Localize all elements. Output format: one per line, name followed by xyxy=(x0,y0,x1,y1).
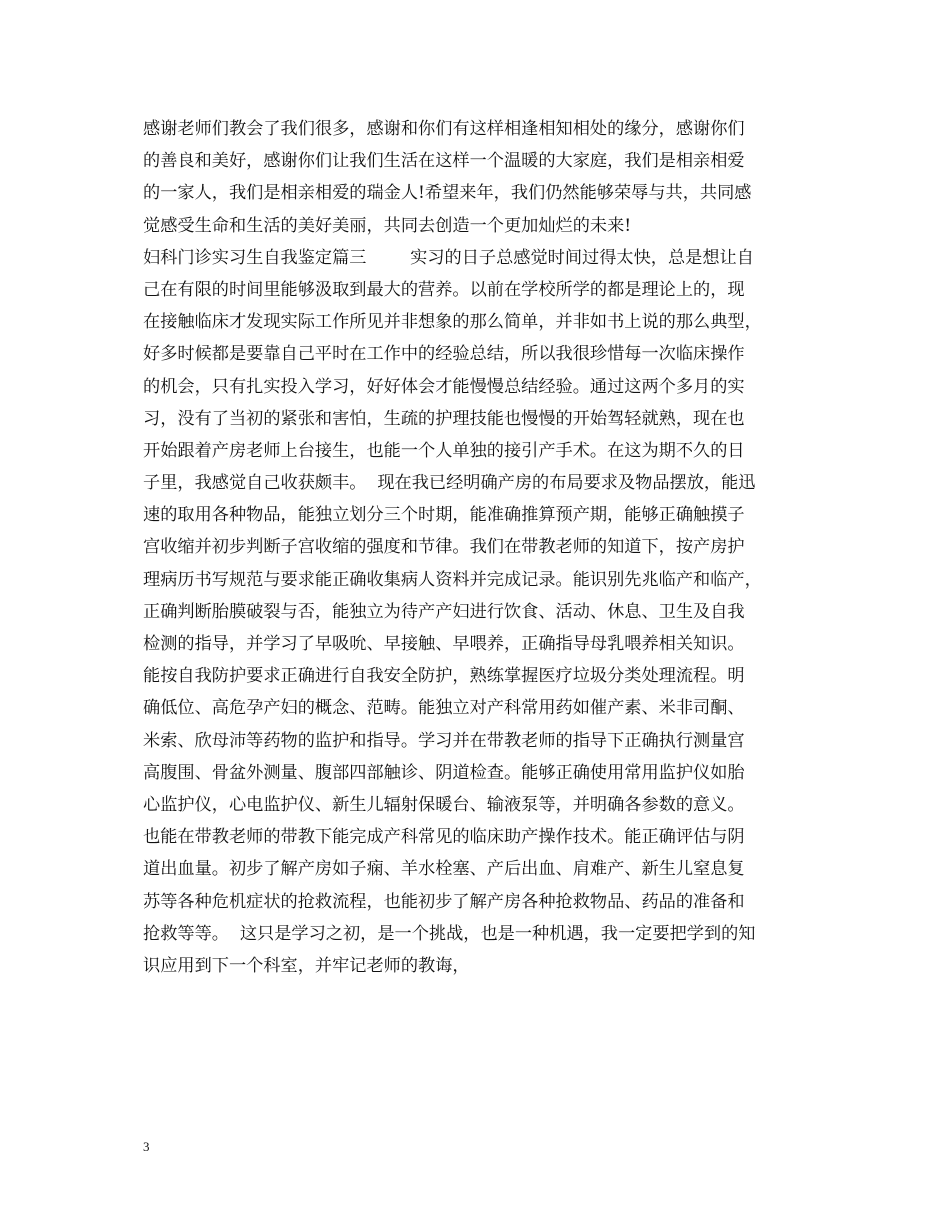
text-line: 感谢老师们教会了我们很多，感谢和你们有这样相逢相知相处的缘分，感谢你们 xyxy=(143,119,745,139)
text-line: 的一家人，我们是相亲相爱的瑞金人!希望来年，我们仍然能够荣辱与共，共同感 xyxy=(143,183,752,204)
text-line: 高腹围、骨盆外测量、腹部四部触诊、阴道检查。能够正确使用常用监护仪如胎 xyxy=(143,762,745,783)
text-line: 苏等各种危机症状的抢救流程，也能初步了解产房各种抢救物品、药品的准备和 xyxy=(143,891,745,912)
text-line: 识应用到下一个科室，并牢记老师的教诲， xyxy=(143,955,470,976)
text-line: 也能在带教老师的带教下能完成产科常见的临床助产操作技术。能正确评估与阴 xyxy=(143,827,745,848)
text-line: 宫收缩并初步判断子宫收缩的强度和节律。我们在带教老师的知道下，按产房护 xyxy=(143,537,745,558)
text-line: 抢救等等。 这只是学习之初，是一个挑战，也是一种机遇，我一定要把学到的知 xyxy=(143,923,756,944)
text-line: 能按自我防护要求正确进行自我安全防护，熟练掌握医疗垃圾分类处理流程。明 xyxy=(143,666,745,687)
text-line: 心监护仪，心电监护仪、新生儿辐射保暖台、输液泵等，并明确各参数的意义。 xyxy=(143,794,745,815)
text-line: 正确判断胎膜破裂与否，能独立为待产产妇进行饮食、活动、休息、卫生及自我 xyxy=(143,601,745,622)
text-line: 速的取用各种物品，能独立划分三个时期，能准确推算预产期，能够正确触摸子 xyxy=(143,505,745,526)
text-line: 好多时候都是要靠自己平时在工作中的经验总结，所以我很珍惜每一次临床操作 xyxy=(143,344,745,365)
text-line: 检测的指导，并学习了早吸吮、早接触、早喂养，正确指导母乳喂养相关知识。 xyxy=(143,634,745,654)
text-line: 理病历书写规范与要求能正确收集病人资料并完成记录。能识别先兆临产和临产， xyxy=(143,569,762,590)
text-line: 道出血量。初步了解产房如子痫、羊水栓塞、产后出血、肩难产、新生儿窒息复 xyxy=(143,859,745,880)
section-heading-line: 妇科门诊实习生自我鉴定篇三 实习的日子总感觉时间过得太快，总是想让自 xyxy=(143,247,754,268)
text-line: 的善良和美好，感谢你们让我们生活在这样一个温暖的大家庭，我们是相亲相爱 xyxy=(143,151,745,172)
text-line: 习，没有了当初的紧张和害怕，生疏的护理技能也慢慢的开始驾轻就熟，现在也 xyxy=(143,408,745,429)
text-line: 确低位、高危孕产妇的概念、范畴。能独立对产科常用药如催产素、米非司酮、 xyxy=(143,698,745,719)
text-line: 米索、欣母沛等药物的监护和指导。学习并在带教老师的指导下正确执行测量宫 xyxy=(143,730,745,751)
text-line: 在接触临床才发现实际工作所见并非想象的那么简单，并非如书上说的那么典型， xyxy=(143,312,762,333)
text-line: 觉感受生命和生活的美好美丽，共同去创造一个更加灿烂的未来! xyxy=(143,215,632,236)
text-line: 己在有限的时间里能够汲取到最大的营养。以前在学校所学的都是理论上的，现 xyxy=(143,279,745,300)
text-line: 的机会，只有扎实投入学习，好好体会才能慢慢总结经验。通过这两个多月的实 xyxy=(143,376,745,397)
body-text xyxy=(143,113,823,982)
text-line: 开始跟着产房老师上台接生，也能一个人单独的接引产手术。在这为期不久的日 xyxy=(143,440,745,461)
text-line: 子里，我感觉自己收获颇丰。 现在我已经明确产房的布局要求及物品摆放，能迅 xyxy=(143,473,756,494)
page-number: 3 xyxy=(143,1139,150,1154)
